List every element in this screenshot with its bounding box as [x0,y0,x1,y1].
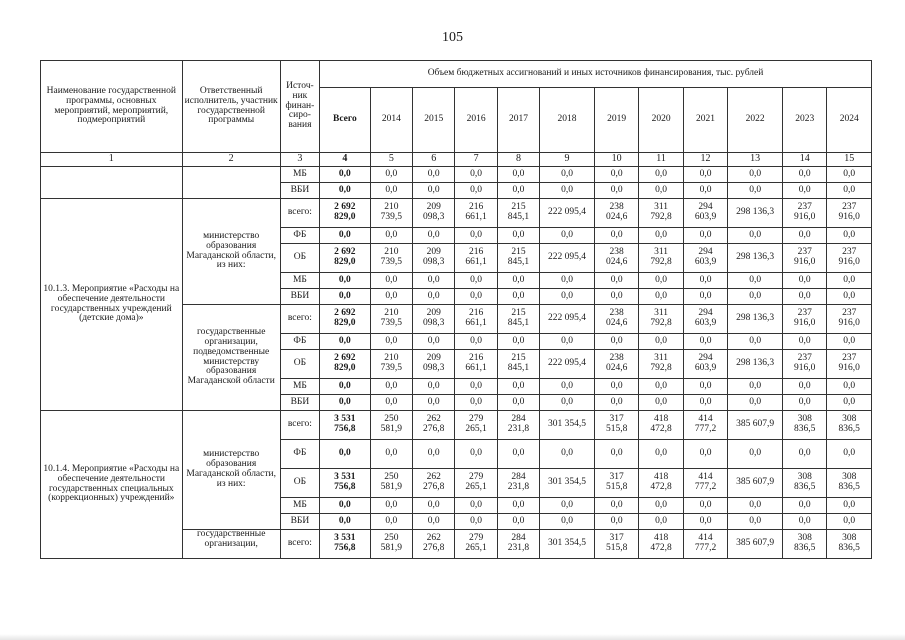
value-cell: 0,0 [639,379,683,395]
value-cell: 0,0 [455,273,497,289]
value-cell: 222 095,4 [540,244,595,273]
value-cell: 294 603,9 [683,350,727,379]
header-year: 2019 [594,88,638,153]
value-cell: 0,0 [728,228,783,244]
value-cell: 0,0 [594,334,638,350]
value-cell: 308 836,5 [827,530,872,559]
value-cell: 0,0 [728,514,783,530]
value-cell: 0,0 [413,289,455,305]
total-cell: 0,0 [320,273,371,289]
value-cell: 238 024,6 [594,244,638,273]
value-cell: 216 661,1 [455,199,497,228]
value-cell: 215 845,1 [497,244,539,273]
column-number-row [41,153,872,167]
header-year: 2023 [783,88,827,153]
value-cell: 0,0 [639,183,683,199]
value-cell: 279 265,1 [455,411,497,440]
value-cell: 0,0 [370,334,412,350]
value-cell: 0,0 [413,273,455,289]
value-cell: 237 916,0 [827,199,872,228]
value-cell: 0,0 [728,289,783,305]
column-number: 15 [827,153,872,167]
value-cell: 0,0 [497,379,539,395]
value-cell: 0,0 [683,289,727,305]
value-cell: 0,0 [639,228,683,244]
value-cell: 298 136,3 [728,350,783,379]
value-cell: 0,0 [683,379,727,395]
value-cell: 0,0 [497,498,539,514]
total-cell: 0,0 [320,183,371,199]
value-cell: 0,0 [455,183,497,199]
value-cell: 0,0 [728,440,783,469]
value-cell: 0,0 [683,334,727,350]
value-cell: 0,0 [455,498,497,514]
value-cell: 311 792,8 [639,350,683,379]
value-cell: 298 136,3 [728,199,783,228]
value-cell: 0,0 [827,379,872,395]
value-cell: 311 792,8 [639,244,683,273]
page-number: 105 [442,30,463,45]
value-cell: 222 095,4 [540,199,595,228]
value-cell: 308 836,5 [783,411,827,440]
value-cell: 210 739,5 [370,199,412,228]
value-cell: 0,0 [497,440,539,469]
value-cell: 0,0 [783,498,827,514]
source-cell: ВБИ [280,183,319,199]
value-cell: 0,0 [728,183,783,199]
value-cell: 308 836,5 [827,469,872,498]
value-cell: 414 777,2 [683,411,727,440]
value-cell: 0,0 [728,379,783,395]
column-number: 11 [639,153,683,167]
value-cell: 279 265,1 [455,530,497,559]
value-cell: 0,0 [413,334,455,350]
value-cell: 0,0 [594,498,638,514]
value-cell: 0,0 [594,514,638,530]
column-number: 8 [497,153,539,167]
value-cell: 0,0 [683,228,727,244]
column-number: 10 [594,153,638,167]
header-name-column: Наименование государственной программы, основных мероприятий, мероприятий, подмероприятий [41,61,183,153]
value-cell: 0,0 [827,183,872,199]
value-cell: 0,0 [540,334,595,350]
value-cell: 0,0 [370,228,412,244]
value-cell: 0,0 [370,273,412,289]
header-year: 2020 [639,88,683,153]
total-cell: 0,0 [320,167,371,183]
value-cell: 0,0 [728,167,783,183]
value-cell: 0,0 [827,498,872,514]
value-cell: 0,0 [497,228,539,244]
source-cell: всего: [280,199,319,228]
total-cell: 2 692 829,0 [320,350,371,379]
value-cell: 0,0 [370,379,412,395]
value-cell: 0,0 [455,395,497,411]
value-cell: 0,0 [594,167,638,183]
column-number: 12 [683,153,727,167]
total-cell: 2 692 829,0 [320,244,371,273]
value-cell: 0,0 [783,440,827,469]
value-cell: 385 607,9 [728,411,783,440]
header-responsible-column: Ответственный исполнитель, участник государственной программы [182,61,280,153]
total-cell: 0,0 [320,334,371,350]
value-cell: 414 777,2 [683,530,727,559]
source-cell: ОБ [280,469,319,498]
value-cell: 0,0 [497,273,539,289]
value-cell: 0,0 [728,334,783,350]
total-cell: 0,0 [320,514,371,530]
responsible-cell-empty [182,167,280,199]
value-cell: 0,0 [783,289,827,305]
column-number: 1 [41,153,183,167]
value-cell: 0,0 [683,273,727,289]
total-cell: 0,0 [320,440,371,469]
value-cell: 0,0 [540,395,595,411]
total-cell: 2 692 829,0 [320,305,371,334]
value-cell: 0,0 [594,440,638,469]
value-cell: 0,0 [370,514,412,530]
value-cell: 0,0 [370,395,412,411]
value-cell: 0,0 [455,379,497,395]
value-cell: 294 603,9 [683,199,727,228]
value-cell: 418 472,8 [639,530,683,559]
value-cell: 216 661,1 [455,350,497,379]
value-cell: 237 916,0 [783,305,827,334]
value-cell: 209 098,3 [413,244,455,273]
value-cell: 250 581,9 [370,469,412,498]
source-cell: ВБИ [280,289,319,305]
column-number: 3 [280,153,319,167]
value-cell: 0,0 [728,498,783,514]
value-cell: 0,0 [594,289,638,305]
column-number: 6 [413,153,455,167]
header-source-column: Источ- ник финан- сиро- вания [280,61,319,153]
total-cell: 0,0 [320,228,371,244]
value-cell: 250 581,9 [370,530,412,559]
value-cell: 0,0 [639,498,683,514]
source-cell: ФБ [280,334,319,350]
value-cell: 0,0 [497,334,539,350]
value-cell: 0,0 [683,498,727,514]
header-year: 2016 [455,88,497,153]
value-cell: 0,0 [455,167,497,183]
value-cell: 0,0 [455,440,497,469]
budget-table [40,60,872,559]
value-cell: 317 515,8 [594,411,638,440]
value-cell: 279 265,1 [455,469,497,498]
value-cell: 237 916,0 [827,244,872,273]
column-number: 7 [455,153,497,167]
value-cell: 301 354,5 [540,411,595,440]
value-cell: 301 354,5 [540,530,595,559]
value-cell: 0,0 [827,395,872,411]
column-number: 4 [320,153,371,167]
value-cell: 0,0 [827,228,872,244]
value-cell: 0,0 [497,289,539,305]
value-cell: 215 845,1 [497,199,539,228]
total-cell: 0,0 [320,498,371,514]
header-year: 2024 [827,88,872,153]
value-cell: 0,0 [827,514,872,530]
value-cell: 222 095,4 [540,350,595,379]
column-number: 9 [540,153,595,167]
value-cell: 0,0 [413,379,455,395]
value-cell: 418 472,8 [639,411,683,440]
value-cell: 0,0 [683,183,727,199]
value-cell: 0,0 [455,334,497,350]
value-cell: 0,0 [827,167,872,183]
responsible-name: министерство образования Магаданской области, из них: [182,199,280,305]
value-cell: 0,0 [540,183,595,199]
source-cell: ВБИ [280,514,319,530]
value-cell: 418 472,8 [639,469,683,498]
value-cell: 0,0 [413,440,455,469]
value-cell: 0,0 [728,273,783,289]
table-row [41,199,872,228]
value-cell: 0,0 [683,440,727,469]
value-cell: 209 098,3 [413,199,455,228]
column-number: 5 [370,153,412,167]
value-cell: 0,0 [540,440,595,469]
value-cell: 216 661,1 [455,244,497,273]
value-cell: 0,0 [639,289,683,305]
value-cell: 0,0 [370,167,412,183]
value-cell: 0,0 [783,167,827,183]
source-cell: всего: [280,530,319,559]
value-cell: 222 095,4 [540,305,595,334]
value-cell: 0,0 [540,514,595,530]
column-number: 13 [728,153,783,167]
value-cell: 0,0 [827,334,872,350]
value-cell: 215 845,1 [497,305,539,334]
value-cell: 385 607,9 [728,530,783,559]
table-row [41,411,872,440]
value-cell: 0,0 [455,228,497,244]
header-year: 2014 [370,88,412,153]
value-cell: 284 231,8 [497,411,539,440]
value-cell: 385 607,9 [728,469,783,498]
value-cell: 0,0 [594,379,638,395]
value-cell: 0,0 [728,395,783,411]
table-row [41,167,872,183]
source-cell: всего: [280,305,319,334]
value-cell: 0,0 [827,273,872,289]
value-cell: 0,0 [540,167,595,183]
responsible-name: государственные организации, подведомственные министерству образования Магаданской области [182,305,280,411]
header-year: 2022 [728,88,783,153]
header-volume-column: Объем бюджетных ассигнований и иных источников финансирования, тыс. рублей [320,61,872,88]
total-cell: 0,0 [320,289,371,305]
value-cell: 0,0 [783,395,827,411]
column-number: 2 [182,153,280,167]
value-cell: 308 836,5 [783,530,827,559]
value-cell: 0,0 [783,379,827,395]
value-cell: 0,0 [639,167,683,183]
value-cell: 238 024,6 [594,305,638,334]
value-cell: 0,0 [594,395,638,411]
value-cell: 317 515,8 [594,469,638,498]
value-cell: 0,0 [540,228,595,244]
value-cell: 0,0 [413,167,455,183]
value-cell: 414 777,2 [683,469,727,498]
value-cell: 216 661,1 [455,305,497,334]
source-cell: ФБ [280,228,319,244]
value-cell: 0,0 [594,183,638,199]
value-cell: 0,0 [455,289,497,305]
source-cell: ВБИ [280,395,319,411]
value-cell: 0,0 [783,334,827,350]
value-cell: 0,0 [783,183,827,199]
value-cell: 0,0 [540,289,595,305]
value-cell: 0,0 [497,167,539,183]
value-cell: 0,0 [455,514,497,530]
value-cell: 0,0 [413,498,455,514]
total-cell: 3 531 756,8 [320,469,371,498]
value-cell: 0,0 [413,228,455,244]
source-cell: МБ [280,273,319,289]
header-year: 2018 [540,88,595,153]
value-cell: 308 836,5 [783,469,827,498]
value-cell: 237 916,0 [783,244,827,273]
value-cell: 0,0 [370,498,412,514]
source-cell: МБ [280,498,319,514]
value-cell: 0,0 [827,289,872,305]
value-cell: 0,0 [413,183,455,199]
total-cell: 3 531 756,8 [320,530,371,559]
value-cell: 0,0 [639,273,683,289]
value-cell: 237 916,0 [783,350,827,379]
value-cell: 301 354,5 [540,469,595,498]
value-cell: 237 916,0 [827,305,872,334]
value-cell: 0,0 [370,183,412,199]
value-cell: 0,0 [413,395,455,411]
value-cell: 0,0 [540,273,595,289]
source-cell: МБ [280,379,319,395]
value-cell: 209 098,3 [413,305,455,334]
value-cell: 284 231,8 [497,469,539,498]
value-cell: 284 231,8 [497,530,539,559]
value-cell: 237 916,0 [783,199,827,228]
measure-name: 10.1.3. Мероприятие «Расходы на обеспечение деятельности государственных учреждений (детские дома)» [41,199,183,411]
value-cell: 0,0 [783,514,827,530]
header-year: 2017 [497,88,539,153]
source-cell: МБ [280,167,319,183]
measure-name: 10.1.4. Мероприятие «Расходы на обеспечение деятельности государственных специальных (коррекционных) учреждений» [41,411,183,559]
value-cell: 0,0 [540,379,595,395]
value-cell: 0,0 [594,228,638,244]
header-total: Всего [320,88,371,153]
header-year: 2015 [413,88,455,153]
value-cell: 262 276,8 [413,411,455,440]
value-cell: 0,0 [639,334,683,350]
value-cell: 262 276,8 [413,530,455,559]
total-cell: 0,0 [320,395,371,411]
responsible-name: министерство образования Магаданской области, из них: [182,411,280,530]
value-cell: 294 603,9 [683,244,727,273]
value-cell: 0,0 [827,440,872,469]
total-cell: 2 692 829,0 [320,199,371,228]
value-cell: 0,0 [594,273,638,289]
value-cell: 0,0 [497,395,539,411]
value-cell: 311 792,8 [639,305,683,334]
value-cell: 308 836,5 [827,411,872,440]
value-cell: 238 024,6 [594,199,638,228]
value-cell: 294 603,9 [683,305,727,334]
value-cell: 210 739,5 [370,350,412,379]
source-cell: ОБ [280,244,319,273]
source-cell: всего: [280,411,319,440]
source-cell: ОБ [280,350,319,379]
value-cell: 0,0 [540,498,595,514]
value-cell: 311 792,8 [639,199,683,228]
total-cell: 0,0 [320,379,371,395]
value-cell: 210 739,5 [370,244,412,273]
value-cell: 210 739,5 [370,305,412,334]
table-body [41,61,872,559]
total-cell: 3 531 756,8 [320,411,371,440]
name-cell-empty [41,167,183,199]
header-row [41,61,872,88]
source-cell: ФБ [280,440,319,469]
value-cell: 298 136,3 [728,244,783,273]
value-cell: 238 024,6 [594,350,638,379]
page-bottom-edge [0,634,905,640]
value-cell: 0,0 [639,395,683,411]
value-cell: 237 916,0 [827,350,872,379]
value-cell: 0,0 [639,440,683,469]
value-cell: 0,0 [683,167,727,183]
value-cell: 209 098,3 [413,350,455,379]
value-cell: 0,0 [370,440,412,469]
value-cell: 0,0 [497,183,539,199]
value-cell: 0,0 [497,514,539,530]
value-cell: 0,0 [639,514,683,530]
header-year: 2021 [683,88,727,153]
value-cell: 250 581,9 [370,411,412,440]
value-cell: 0,0 [370,289,412,305]
value-cell: 0,0 [413,514,455,530]
responsible-name: государственные организации, [182,530,280,559]
value-cell: 262 276,8 [413,469,455,498]
value-cell: 215 845,1 [497,350,539,379]
value-cell: 0,0 [783,273,827,289]
value-cell: 0,0 [783,228,827,244]
value-cell: 0,0 [683,395,727,411]
value-cell: 298 136,3 [728,305,783,334]
value-cell: 0,0 [683,514,727,530]
column-number: 14 [783,153,827,167]
value-cell: 317 515,8 [594,530,638,559]
